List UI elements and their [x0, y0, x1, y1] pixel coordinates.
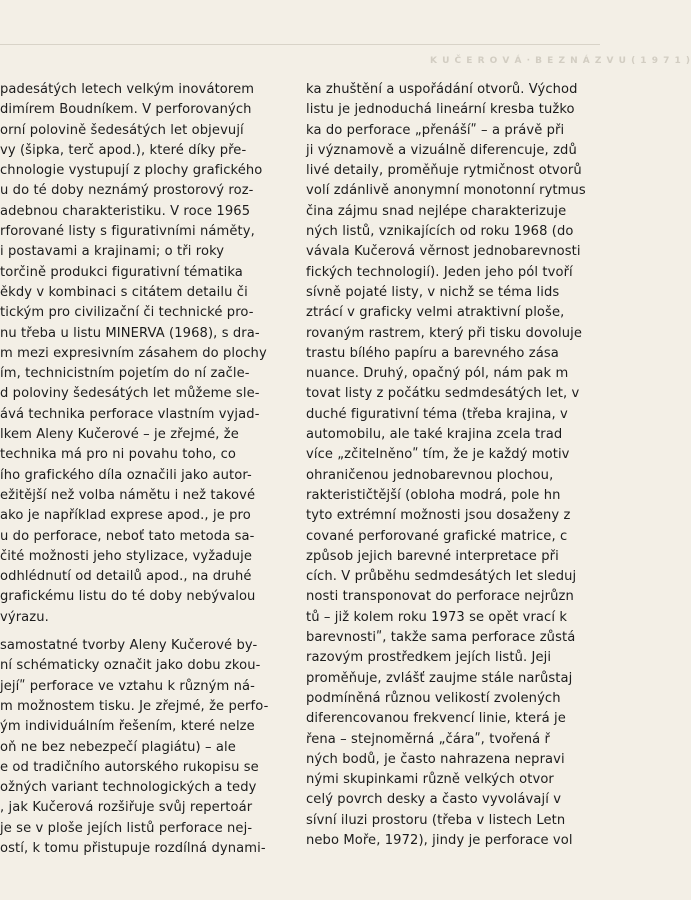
text-line: razovým prostředkem jejích listů. Jeji: [306, 650, 552, 666]
running-header: K U Č E R O V Á · B E Z N Á Z V U ( 1 9 7 1 ): [430, 56, 691, 66]
text-line: adebnou charakteristiku. V roce 1965: [0, 203, 251, 219]
text-line: způsob jejich barevné interpretace při: [306, 548, 559, 564]
text-line: rforované listy s figurativními náměty,: [0, 224, 255, 240]
text-line: ým individuálním řešením, které nelze: [0, 719, 255, 735]
text-line: lkem Aleny Kučerové – je zřejmé, že: [0, 427, 239, 443]
text-line: duché figurativní téma (třeba krajina, v: [306, 406, 568, 422]
text-line: padesátých letech velkým inovátorem: [0, 82, 255, 97]
text-line: nosti transponovat do perforace nejrůzn: [306, 589, 574, 605]
text-line: rakterističtější (obloha modrá, pole hn: [306, 487, 561, 503]
text-line: více „zčitelněnoʺ tím, že je každý motiv: [306, 447, 570, 463]
text-line: automobilu, ale také krajina zcela trad: [306, 427, 563, 443]
text-line: orní polovině šedesátých let objevují: [0, 122, 244, 138]
text-line: technika má pro ni povahu toho, co: [0, 447, 237, 463]
text-line: volí zdánlivě anonymní monotonní rytmus: [306, 183, 586, 199]
text-line: m mezi expresivním zásahem do plochy: [0, 345, 267, 361]
text-line: ího grafického díla označili jako autor-: [0, 467, 252, 483]
text-line: čité možnosti jeho stylizace, vyžaduje: [0, 548, 253, 564]
text-line: cích. V průběhu sedmdesátých let sleduj: [306, 569, 577, 585]
text-line: nu třeba u listu MINERVA (1968), s dra-: [0, 325, 260, 341]
text-line: listu je jednoduchá lineární kresba tužko: [306, 102, 575, 118]
text-line: ka do perforace „přenášíʺ – a právě při: [306, 122, 565, 138]
text-line: odhlédnutí od detailů apod., na druhé: [0, 569, 252, 585]
text-line: d poloviny šedesátých let můžeme sle-: [0, 386, 260, 402]
text-line: ných listů, vznikajících od roku 1968 (do: [306, 224, 574, 240]
text-line: e od tradičního autorského rukopisu se: [0, 759, 259, 775]
text-line: grafickému listu do té doby nebývalou: [0, 589, 256, 605]
text-line: tů – již kolem roku 1973 se opět vrací k: [306, 609, 568, 625]
text-line: nebo Moře, 1972), jindy je perforace vol: [306, 832, 573, 848]
text-line: cované perforované grafické matrice, c: [306, 528, 568, 544]
text-line: ako je například exprese apod., je pro: [0, 508, 251, 524]
text-line: ostí, k tomu přistupuje rozdílná dynami-: [0, 840, 266, 856]
text-line: i postavami a krajinami; o tři roky: [0, 244, 225, 260]
header-rule: [0, 44, 600, 45]
text-line: m možnostem tisku. Je zřejmé, že perfo-: [0, 698, 269, 714]
text-line: samostatné tvorby Aleny Kučerové by-: [0, 638, 258, 654]
text-line: je se v ploše jejích listů perforace nej-: [0, 820, 253, 836]
text-line: rovaným rastrem, který při tisku dovoluje: [306, 325, 583, 341]
text-line: ji významově a vizuálně diferencuje, zdů: [306, 142, 577, 158]
text-line: jejíʺ perforace ve vztahu k různým ná-: [0, 678, 255, 694]
text-line: chnologie vystupují z plochy grafického: [0, 163, 263, 179]
text-line: sívní iluzi prostoru (třeba v listech Letn: [306, 812, 566, 828]
text-line: dimírem Boudníkem. V perforovaných: [0, 102, 252, 118]
text-line: ěkdy v kombinaci s citátem detailu či: [0, 284, 248, 300]
text-line: vávala Kučerová věrnost jednobarevnosti: [306, 244, 581, 260]
text-line: sívně pojaté listy, v nichž se téma lids: [306, 284, 560, 300]
text-line: barevnostiʺ, takže sama perforace zůstá: [306, 630, 576, 646]
text-line: u do té doby neznámý prostorový roz-: [0, 183, 254, 199]
text-line: oň ne bez nebezpečí plagiátu) – ale: [0, 739, 236, 755]
text-line: ožných variant technologických a tedy: [0, 780, 257, 796]
text-line: ných bodů, je často nahrazena nepravi: [306, 751, 565, 767]
paragraph-gap: [0, 628, 292, 636]
text-line: podmíněná různou velikostí zvolených: [306, 690, 561, 706]
text-line: tickým pro civilizační či technické pro-: [0, 305, 254, 321]
text-line: , jak Kučerová rozšiřuje svůj repertoár: [0, 800, 253, 816]
text-line: výrazu.: [0, 609, 49, 625]
text-line: trastu bílého papíru a barevného zása: [306, 345, 559, 361]
text-line: ím, technicistním pojetím do ní začle-: [0, 366, 250, 382]
text-line: livé detaily, proměňuje rytmičnost otvorů: [306, 163, 582, 179]
text-line: ohraničenou jednobarevnou plochou,: [306, 467, 554, 483]
text-line: ztrácí v graficky velmi atraktivní ploše,: [306, 305, 565, 321]
text-line: ní schématicky označit jako dobu zkou-: [0, 658, 261, 674]
text-line: nuance. Druhý, opačný pól, nám pak m: [306, 366, 569, 382]
text-line: tovat listy z počátku sedmdesátých let, v: [306, 386, 580, 402]
text-line: řena – stejnoměrná „čáraʺ, tvořená ř: [306, 731, 551, 747]
right-text-column: [306, 80, 606, 851]
text-line: nými skupinkami různě velkých otvor: [306, 772, 554, 788]
left-text-column: [0, 80, 292, 859]
text-line: čina zájmu snad nejlépe charakterizuje: [306, 203, 567, 219]
text-line: ává technika perforace vlastním vyjad-: [0, 406, 260, 422]
text-line: tyto extrémní možnosti jsou dosaženy z: [306, 508, 571, 524]
text-line: u do perforace, neboť tato metoda sa-: [0, 528, 255, 544]
text-line: torčině produkci figurativní tématika: [0, 264, 243, 280]
text-line: celý povrch desky a často vyvolávají v: [306, 792, 562, 808]
text-line: proměňuje, zvlášť zaujme stále narůstaj: [306, 670, 573, 686]
text-line: fických technologií). Jeden jeho pól tvoří: [306, 264, 573, 280]
text-line: ežitější než volba námětu i než takové: [0, 487, 256, 503]
text-line: diferencovanou frekvencí linie, která je: [306, 711, 566, 727]
text-line: ka zhuštění a uspořádání otvorů. Východ: [306, 82, 578, 97]
text-line: vy (šipka, terč apod.), které díky pře-: [0, 142, 247, 158]
